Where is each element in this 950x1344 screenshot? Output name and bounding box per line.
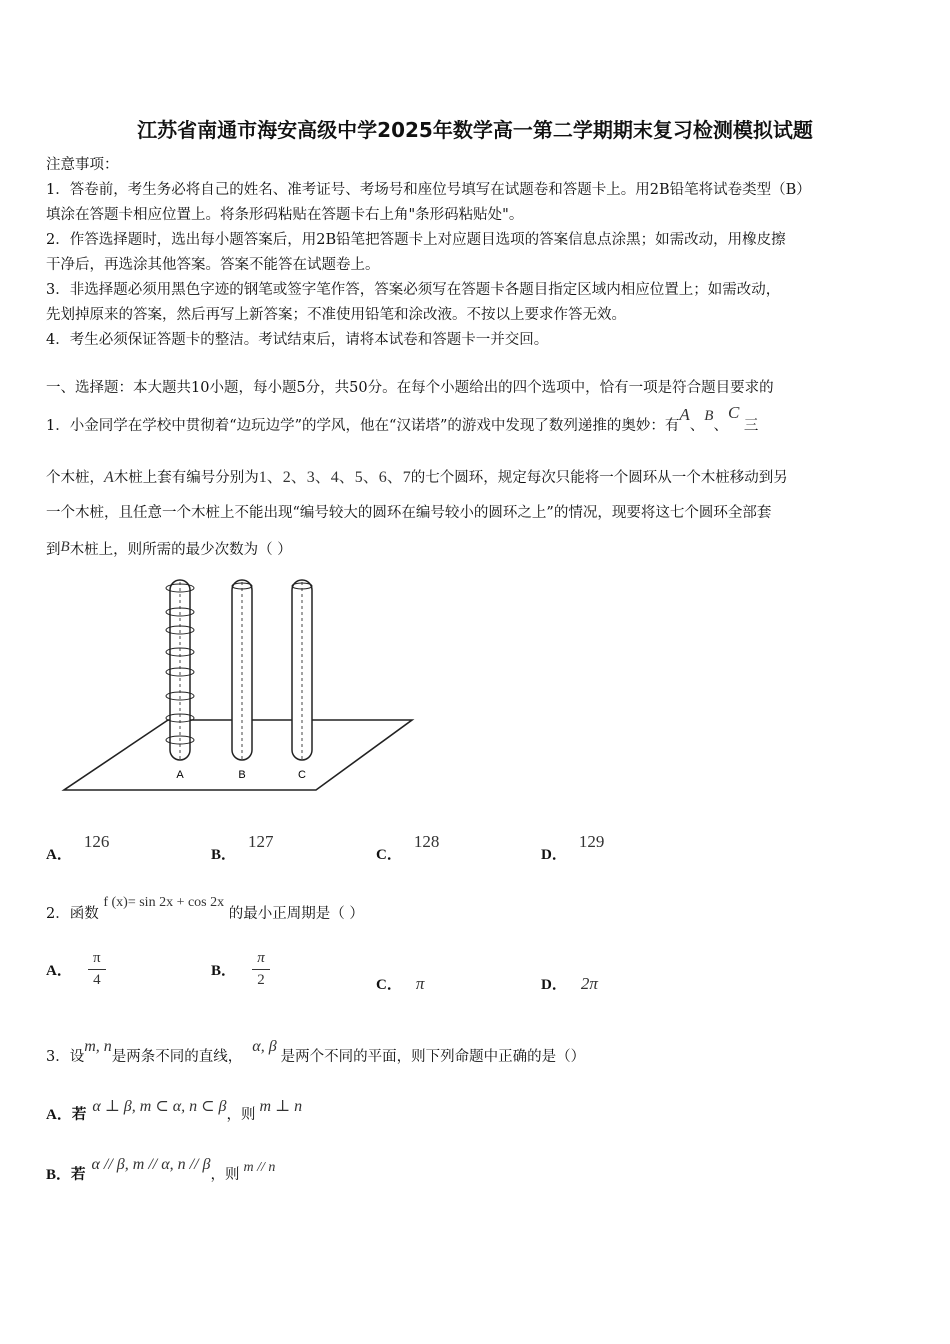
q1-line2 [46, 464, 788, 487]
q1-text: 木桩上套有编号分别为 [113, 470, 259, 486]
option-label: A． [46, 963, 72, 979]
q1-text: 三 [743, 418, 759, 434]
separator: 、 [689, 418, 705, 434]
option-text: ，则 [210, 1167, 240, 1183]
option-text: ，则 [226, 1107, 256, 1123]
fraction [252, 950, 270, 989]
option-label: A． [46, 847, 72, 863]
peg-b-caption: B [238, 769, 246, 781]
q3-text: 是两个不同的平面，则下列命题中正确的是（） [280, 1049, 586, 1065]
notice-line: 1．答卷前，考生务必将自己的姓名、准考证号、考场号和座位号填写在试题卷和答题卡上。用2B铅笔将试卷类型（B） [46, 182, 811, 198]
peg-b [232, 580, 252, 760]
q3-text: 3．设 [46, 1049, 85, 1065]
option-text: 若 [71, 1106, 87, 1123]
option-value: 128 [413, 832, 440, 851]
peg-a-label: A [104, 469, 114, 486]
option-conclusion: m // n [243, 1160, 276, 1175]
peg-b-label: B [60, 539, 70, 555]
option-value: π [415, 974, 425, 993]
q1-text: 到 [46, 542, 61, 558]
q2-stem [46, 895, 364, 923]
q3-option-a[interactable] [46, 1098, 303, 1124]
numerator: π [93, 950, 101, 966]
option-label: B． [46, 1167, 72, 1183]
option-value: 2π [580, 974, 598, 993]
q2-option-c[interactable] [376, 973, 424, 994]
notice-line: 4．考生必须保证答题卡的整洁。考试结束后，请将本试卷和答题卡一并交回。 [46, 332, 549, 348]
peg-a-label: A [679, 405, 690, 424]
peg-a [166, 580, 194, 760]
denominator: 4 [93, 972, 101, 988]
separator: 、 [713, 418, 728, 434]
notice-line: 2．作答选择题时，选出每小题答案后，用2B铅笔把答题卡上对应题目选项的答案信息点涂黑；如需改动，用橡皮擦 [46, 232, 786, 248]
q2-option-d[interactable] [541, 973, 598, 994]
fraction [88, 950, 106, 989]
q1-option-d[interactable] [541, 832, 605, 864]
peg-a-caption: A [176, 769, 184, 781]
option-condition: α // β, m // α, n // β [91, 1156, 211, 1173]
q3-stem [46, 1038, 586, 1066]
q3-option-b[interactable] [46, 1156, 276, 1184]
q2-text: 2．函数 [46, 906, 99, 922]
q2-option-b[interactable] [211, 950, 270, 989]
option-text: 若 [71, 1166, 86, 1183]
option-value: 129 [578, 832, 605, 851]
fraction-bar [88, 969, 106, 970]
q3-lines-mn: m, n [84, 1038, 112, 1055]
q1-option-c[interactable] [376, 832, 440, 864]
option-label: D． [541, 847, 567, 863]
peg-b-label: B [704, 408, 714, 424]
q1-option-a[interactable] [46, 832, 110, 864]
q3-text: 是两条不同的直线， [111, 1049, 243, 1065]
peg-c-label: C [727, 403, 740, 422]
option-label: C． [376, 977, 402, 993]
q2-option-a[interactable] [46, 950, 106, 989]
notice-line: 填涂在答题卡相应位置上。将条形码粘贴在答题卡右上角"条形码粘贴处"。 [46, 207, 524, 223]
fraction-bar [252, 969, 270, 970]
notice-heading: 注意事项： [46, 157, 119, 173]
numerator: π [257, 950, 265, 966]
notice-line: 先划掉原来的答案，然后再写上新答案；不准使用铅笔和涂改液。不按以上要求作答无效。 [46, 307, 626, 323]
q1-line3: 一个木桩，且任意一个木桩上不能出现“编号较大的圆环在编号较小的圆环之上”的情况，现要将这七个圆环全部套 [46, 505, 772, 521]
denominator: 2 [257, 972, 265, 988]
peg-c-caption: C [298, 769, 306, 781]
notice-line: 3．非选择题必须用黑色字迹的钢笔或签字笔作答，答案必须写在答题卡各题目指定区域内相应位置上；如需改动， [46, 282, 781, 298]
option-label: A． [46, 1107, 72, 1123]
q1-text: 的七个圆环，规定每次只能将一个圆环从一个木桩移动到另 [410, 470, 788, 486]
q1-text: 木桩上，则所需的最少次数为（ ） [69, 542, 292, 558]
hanoi-figure [60, 572, 420, 794]
peg-c [292, 580, 312, 760]
ring-numbers: 1、2、3、4、5、6、7 [258, 469, 411, 486]
q1-line1 [46, 403, 759, 435]
q1-option-b[interactable] [211, 832, 274, 864]
section-heading: 一、选择题：本大题共10小题，每小题5分，共50分。在每个小题给出的四个选项中，恰有一项是符合题目要求的 [46, 380, 774, 396]
q1-text: 1．小金同学在学校中贯彻着“边玩边学”的学风，他在“汉诺塔”的游戏中发现了数列递推的奥妙：有 [46, 418, 680, 434]
page-title: 江苏省南通市海安高级中学2025年数学高一第二学期期末复习检测模拟试题 [137, 118, 813, 142]
q1-text: 个木桩， [46, 470, 104, 486]
notice-line: 干净后，再选涂其他答案。答案不能答在试题卷上。 [46, 257, 380, 273]
option-value: 127 [248, 832, 274, 851]
option-label: B． [211, 963, 237, 979]
q2-text: 的最小正周期是（ ） [228, 906, 364, 922]
option-label: D． [541, 977, 567, 993]
option-conclusion: m ⊥ n [259, 1098, 303, 1115]
q1-line4 [46, 538, 292, 559]
option-value: 126 [83, 832, 110, 851]
q3-planes-ab: α, β [252, 1038, 277, 1055]
option-label: B． [211, 847, 237, 863]
q2-formula: f (x)= sin 2x + cos 2x [103, 895, 225, 910]
option-condition: α ⊥ β, m ⊂ α, n ⊂ β [92, 1098, 227, 1115]
option-label: C． [376, 847, 402, 863]
